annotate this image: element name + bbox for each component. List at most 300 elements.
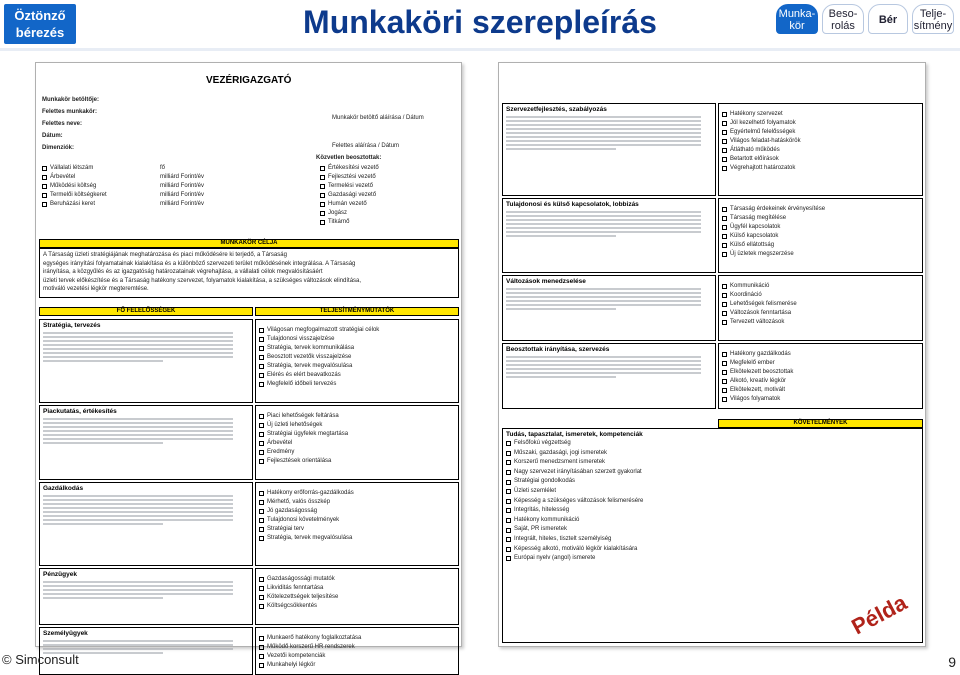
kpi-item <box>259 507 455 516</box>
checkbox-icon <box>722 397 727 402</box>
kpi-text: Gazdaságossági mutatók <box>267 576 335 582</box>
kpi-item <box>259 489 455 498</box>
signature-label: Felettes aláírása / Dátum <box>332 143 400 149</box>
text-line <box>506 215 701 217</box>
text-line <box>506 219 701 221</box>
requirement-item <box>506 497 919 507</box>
kpi-text: Egyértelmű felelősségek <box>730 129 796 135</box>
requirement-item <box>506 516 919 526</box>
text-line <box>506 116 701 118</box>
requirements-title: KÖVETELMÉNYEK <box>718 419 923 428</box>
copyright: © Simconsult <box>2 652 79 667</box>
kpi-item <box>722 368 919 377</box>
kpi-item <box>722 128 919 137</box>
checkbox-icon <box>722 207 727 212</box>
checkbox-icon <box>259 450 264 455</box>
kpi-text: Költségcsökkentés <box>267 603 318 609</box>
text-line <box>43 442 163 444</box>
kpi-text: Betartott előírások <box>730 156 779 162</box>
checkbox-icon <box>722 388 727 393</box>
checkbox-icon <box>722 216 727 221</box>
text-line <box>506 368 701 370</box>
header-divider <box>0 48 960 51</box>
text-line <box>506 144 701 146</box>
checkbox-icon <box>259 382 264 387</box>
requirement-text: Integrált, hiteles, tisztelt személyiség <box>514 535 612 542</box>
requirement-item <box>506 439 919 449</box>
kpi-item <box>722 110 919 119</box>
section-title: Beosztottak irányítása, szervezés <box>506 346 610 353</box>
checkbox-icon <box>506 489 511 494</box>
kpi-text: Működő korszerű HR rendszerek <box>267 644 355 650</box>
checkbox-icon <box>506 556 511 561</box>
section-title: Változások menedzselése <box>506 278 586 285</box>
kpi-box <box>255 482 459 566</box>
kpi-text: Kötelezettségek teljesítése <box>267 594 339 600</box>
responsibility-box <box>502 275 716 341</box>
dimension-name: Árbevétel <box>50 174 76 180</box>
kpi-item <box>722 318 919 327</box>
checkbox-icon <box>42 184 47 189</box>
direct-report-name: Jogász <box>328 210 348 216</box>
kpi-item <box>259 430 455 439</box>
text-line <box>506 128 701 130</box>
text-line <box>43 640 233 642</box>
section-title: Gazdálkodás <box>43 485 84 492</box>
text-line <box>43 426 233 428</box>
page-number: 9 <box>948 654 956 670</box>
checkbox-icon <box>506 480 511 485</box>
example-stamp: Példa <box>847 589 911 640</box>
kpi-box <box>255 319 459 403</box>
requirement-text: Saját, PR ismeretek <box>514 526 568 533</box>
direct-report <box>320 219 460 226</box>
purpose-line: motiváló vezetési légkör megteremtése. <box>43 286 149 292</box>
checkbox-icon <box>259 536 264 541</box>
kpi-text: Tulajdonosi visszajelzése <box>267 336 335 342</box>
dimension-unit: milliárd Forint/év <box>160 174 205 180</box>
section-title: Személyügyek <box>43 630 88 637</box>
text-line <box>506 308 616 310</box>
tab-3[interactable]: Telje- sítmény <box>912 4 954 34</box>
requirement-item <box>506 535 919 545</box>
responsibility-box <box>39 319 253 403</box>
checkbox-icon <box>320 202 325 207</box>
checkbox-icon <box>259 441 264 446</box>
text-line <box>43 422 233 424</box>
kpi-text: Elkötelezett beosztottak <box>730 369 794 375</box>
kpi-item <box>722 205 919 214</box>
text-line <box>506 304 701 306</box>
kpi-text: Munkahelyi légkör <box>267 662 316 668</box>
checkbox-icon <box>259 527 264 532</box>
requirement-item <box>506 449 919 459</box>
checkbox-icon <box>320 175 325 180</box>
purpose-line: üzleti tervek előkészítése és a Társaság hatékony szervezet, folyamatok kialakítása, a szükséges változások elindítása, <box>43 277 362 284</box>
field-label: Felettes neve: <box>42 121 83 127</box>
kpi-text: Változások fenntartása <box>730 310 792 316</box>
requirement-text: Integritás, hitelesség <box>514 507 570 514</box>
checkbox-icon <box>506 537 511 542</box>
text-line <box>43 348 233 350</box>
text-line <box>506 296 701 298</box>
checkbox-icon <box>259 595 264 600</box>
text-line <box>43 340 233 342</box>
kpi-item <box>259 457 455 466</box>
field-label: Dátum: <box>42 133 63 139</box>
kpi-item <box>259 421 455 430</box>
kpi-item <box>722 137 919 146</box>
col-header-kpis: TELJESÍTMÉNYMUTATÓK <box>255 307 459 316</box>
direct-report <box>320 165 460 172</box>
checkbox-icon <box>259 355 264 360</box>
kpi-item <box>722 350 919 359</box>
checkbox-icon <box>722 361 727 366</box>
tab-1[interactable]: Beso- rolás <box>822 4 864 34</box>
text-line <box>43 648 233 650</box>
kpi-item <box>259 498 455 507</box>
text-line <box>506 227 701 229</box>
kpi-item <box>722 214 919 223</box>
text-line <box>43 360 163 362</box>
kpi-text: Elkötelezett, motivált <box>730 387 786 393</box>
purpose-box <box>39 248 459 298</box>
checkbox-icon <box>320 166 325 171</box>
requirement-item <box>506 506 919 516</box>
text-line <box>506 356 701 358</box>
checkbox-icon <box>506 528 511 533</box>
responsibility-box <box>502 198 716 273</box>
tab-2[interactable]: Bér <box>868 4 908 34</box>
direct-report <box>320 192 460 199</box>
requirement-text: Hatékony kommunikáció <box>514 516 580 523</box>
direct-report-name: Titkárnő <box>328 219 350 225</box>
kpi-text: Piaci lehetőségek feltárása <box>267 413 339 419</box>
kpi-text: Végrehajtott határozatok <box>730 165 796 171</box>
responsibility-box <box>39 627 253 675</box>
kpi-text: Stratégia, tervek megvalósulása <box>267 535 353 541</box>
kpi-item <box>259 412 455 421</box>
text-line <box>43 597 163 599</box>
checkbox-icon <box>722 157 727 162</box>
kpi-text: Fejlesztések orientálása <box>267 458 332 464</box>
text-line <box>43 644 233 646</box>
text-line <box>43 503 233 505</box>
kpi-item <box>259 380 455 389</box>
kpi-box <box>718 275 923 341</box>
checkbox-icon <box>722 225 727 230</box>
text-line <box>43 352 233 354</box>
checkbox-icon <box>259 577 264 582</box>
kpi-item <box>259 602 455 611</box>
section-title: Szervezetfejlesztés, szabályozás <box>506 106 607 113</box>
direct-report-name: Gazdasági vezető <box>328 192 377 198</box>
kpi-text: Likviditás fenntartása <box>267 585 324 591</box>
checkbox-icon <box>506 470 511 475</box>
kpi-text: Társaság megítélése <box>730 215 787 221</box>
kpi-item <box>722 250 919 259</box>
direct-report <box>320 210 460 217</box>
checkbox-icon <box>259 586 264 591</box>
checkbox-icon <box>259 604 264 609</box>
checkbox-icon <box>259 364 264 369</box>
requirement-text: Üzleti szemlélet <box>514 487 557 494</box>
checkbox-icon <box>506 547 511 552</box>
dimension-row <box>42 201 232 208</box>
direct-reports-title: Közvetlen beosztottak: <box>316 155 382 161</box>
text-line <box>43 434 233 436</box>
checkbox-icon <box>722 252 727 257</box>
direct-report-name: Humán vezető <box>328 201 367 207</box>
text-line <box>43 581 233 583</box>
checkbox-icon <box>722 370 727 375</box>
text-line <box>43 438 233 440</box>
text-line <box>506 364 701 366</box>
kpi-text: Stratégiai ügyfelek megtartása <box>267 431 349 437</box>
checkbox-icon <box>722 121 727 126</box>
text-line <box>43 336 233 338</box>
section-title: Stratégia, tervezés <box>43 322 101 329</box>
tab-0[interactable]: Munka- kör <box>776 4 818 34</box>
field-label: Felettes munkakör: <box>42 109 98 115</box>
kpi-item <box>722 291 919 300</box>
text-line <box>506 148 616 150</box>
dimension-name: Vállalati létszám <box>50 165 94 171</box>
checkbox-icon <box>259 432 264 437</box>
direct-report-name: Termelési vezető <box>328 183 374 189</box>
checkbox-icon <box>722 148 727 153</box>
responsibility-box <box>502 343 716 409</box>
checkbox-icon <box>506 460 511 465</box>
text-line <box>506 372 701 374</box>
signature-label: Munkakör betöltő aláírása / Dátum <box>332 115 424 121</box>
kpi-item <box>722 119 919 128</box>
checkbox-icon <box>259 500 264 505</box>
checkbox-icon <box>722 243 727 248</box>
kpi-text: Mérhető, valós összkép <box>267 499 331 505</box>
checkbox-icon <box>506 441 511 446</box>
checkbox-icon <box>722 112 727 117</box>
kpi-box <box>255 627 459 675</box>
checkbox-icon <box>259 663 264 668</box>
requirement-text: Képesség alkotó, motiváló légkör kialakítására <box>514 545 638 552</box>
responsibility-box <box>39 568 253 625</box>
kpi-item <box>259 584 455 593</box>
kpi-text: Alkotó, kreatív légkör <box>730 378 787 384</box>
text-line <box>506 235 616 237</box>
text-line <box>506 292 701 294</box>
checkbox-icon <box>42 166 47 171</box>
purpose-line: egységes irányítási folyamatainak kialakítása és a különböző szervezeti terület működésének integrálása. A Társaság <box>43 260 356 267</box>
kpi-item <box>722 146 919 155</box>
kpi-item <box>259 652 455 661</box>
text-line <box>43 507 233 509</box>
kpi-item <box>259 371 455 380</box>
kpi-item <box>259 575 455 584</box>
checkbox-icon <box>259 414 264 419</box>
kpi-box <box>255 568 459 625</box>
kpi-text: Koordináció <box>730 292 762 298</box>
requirements-subtitle: Tudás, tapasztalat, ismeretek, kompetenciák <box>506 431 643 438</box>
kpi-text: Átlátható működés <box>730 147 780 153</box>
kpi-text: Tervezett változások <box>730 319 785 325</box>
direct-report-name: Értékesítési vezető <box>328 165 379 171</box>
kpi-item <box>259 593 455 602</box>
text-line <box>506 140 701 142</box>
requirement-item <box>506 525 919 535</box>
direct-report <box>320 201 460 208</box>
kpi-item <box>722 232 919 241</box>
requirement-text: Európai nyelv (angol) ismerete <box>514 555 596 562</box>
requirement-text: Műszaki, gazdasági, jogi ismeretek <box>514 449 608 456</box>
text-line <box>43 585 233 587</box>
checkbox-icon <box>259 459 264 464</box>
dimension-unit: milliárd Forint/év <box>160 183 205 189</box>
checkbox-icon <box>259 423 264 428</box>
kpi-item <box>722 300 919 309</box>
field-label: Dimenziók: <box>42 145 75 151</box>
text-line <box>43 511 233 513</box>
kpi-text: Beosztott vezetők visszajelzése <box>267 354 352 360</box>
text-line <box>506 136 701 138</box>
checkbox-icon <box>722 302 727 307</box>
kpi-box <box>718 198 923 273</box>
requirement-text: Képesség a szükséges változások felismerésére <box>514 497 644 504</box>
kpi-item <box>722 282 919 291</box>
requirement-text: Stratégiai gondolkodás <box>514 478 576 485</box>
responsibility-box <box>502 103 716 196</box>
kpi-item <box>259 661 455 670</box>
kpi-item <box>722 155 919 164</box>
checkbox-icon <box>259 373 264 378</box>
kpi-item <box>722 359 919 368</box>
checkbox-icon <box>259 337 264 342</box>
requirement-text: Nagy szervezet irányításában szerzett gyakorlat <box>514 468 642 475</box>
checkbox-icon <box>722 284 727 289</box>
checkbox-icon <box>722 130 727 135</box>
checkbox-icon <box>722 234 727 239</box>
requirement-text: Felsőfokú végzettség <box>514 440 571 446</box>
kpi-text: Lehetőségek felismerése <box>730 301 797 307</box>
kpi-box <box>718 103 923 196</box>
kpi-text: Kommunikáció <box>730 283 770 289</box>
text-line <box>506 231 701 233</box>
kpi-text: Külső kapcsolatok <box>730 233 779 239</box>
kpi-item <box>259 516 455 525</box>
text-line <box>43 344 233 346</box>
checkbox-icon <box>42 193 47 198</box>
kpi-item <box>259 634 455 643</box>
checkbox-icon <box>506 518 511 523</box>
text-line <box>43 356 233 358</box>
checkbox-icon <box>506 451 511 456</box>
requirement-item <box>506 545 919 555</box>
text-line <box>43 523 163 525</box>
text-line <box>506 360 701 362</box>
checkbox-icon <box>259 636 264 641</box>
text-line <box>506 124 701 126</box>
kpi-item <box>259 362 455 371</box>
kpi-text: Hatékony szervezet <box>730 111 783 117</box>
kpi-item <box>259 448 455 457</box>
checkbox-icon <box>722 293 727 298</box>
checkbox-icon <box>320 220 325 225</box>
checkbox-icon <box>42 202 47 207</box>
kpi-text: Társaság érdekeinek érvényesítése <box>730 206 826 212</box>
field-label: Munkakör betöltője: <box>42 97 100 103</box>
logo-text: Öztönző bérezés <box>14 8 66 40</box>
section-title: Pénzügyek <box>43 571 77 578</box>
kpi-item <box>259 326 455 335</box>
text-line <box>506 300 701 302</box>
checkbox-icon <box>722 166 727 171</box>
responsibility-box <box>39 482 253 566</box>
dimension-unit: milliárd Forint/év <box>160 201 205 207</box>
kpi-text: Új üzleti lehetőségek <box>267 422 323 428</box>
requirement-text: Korszerű menedzsment ismeretek <box>514 459 606 466</box>
text-line <box>506 223 701 225</box>
kpi-item <box>259 439 455 448</box>
kpi-text: Eredmény <box>267 449 295 455</box>
kpi-item <box>259 534 455 543</box>
dimension-row <box>42 174 232 181</box>
checkbox-icon <box>320 211 325 216</box>
col-header-responsibilities: FŐ FELELŐSSÉGEK <box>39 307 253 316</box>
kpi-text: Világos folyamatok <box>730 396 781 402</box>
checkbox-icon <box>259 491 264 496</box>
dimension-row <box>42 183 232 190</box>
checkbox-icon <box>722 311 727 316</box>
text-line <box>43 519 233 521</box>
checkbox-icon <box>259 654 264 659</box>
kpi-text: Ügyfél kapcsolatok <box>730 224 781 230</box>
requirement-item <box>506 468 919 478</box>
purpose-line: irányítása, a közgyűlés és az igazgatóság határozatainak végrehajtása, a vállalati célok megvalósításáért <box>43 269 323 275</box>
dimension-name: Beruházási keret <box>50 201 96 207</box>
purpose-title: MUNKAKÖR CÉLJA <box>39 239 459 248</box>
doc-heading: VEZÉRIGAZGATÓ <box>206 75 292 86</box>
kpi-text: Jó gazdaságosság <box>267 508 318 514</box>
checkbox-icon <box>320 193 325 198</box>
text-line <box>43 593 233 595</box>
text-line <box>43 418 233 420</box>
kpi-text: Megfelelő időbeli tervezés <box>267 381 337 387</box>
checkbox-icon <box>506 499 511 504</box>
checkbox-icon <box>259 518 264 523</box>
text-line <box>506 376 616 378</box>
kpi-text: Jól kezelhető folyamatok <box>730 120 796 126</box>
kpi-box <box>255 405 459 480</box>
kpi-text: Megfelelő ember <box>730 360 775 366</box>
checkbox-icon <box>259 645 264 650</box>
kpi-box <box>718 343 923 409</box>
checkbox-icon <box>722 352 727 357</box>
kpi-item <box>259 643 455 652</box>
direct-report-name: Fejlesztési vezető <box>328 174 376 180</box>
kpi-text: Stratégiai terv <box>267 526 305 532</box>
text-line <box>43 515 233 517</box>
kpi-item <box>722 223 919 232</box>
dimension-row <box>42 165 232 172</box>
kpi-item <box>722 386 919 395</box>
dimension-name: Működési költség <box>50 183 97 189</box>
kpi-text: Elérés és elért beavatkozás <box>267 372 341 378</box>
kpi-item <box>259 344 455 353</box>
dimension-unit: milliárd Forint/év <box>160 192 205 198</box>
kpi-item <box>722 164 919 173</box>
checkbox-icon <box>506 508 511 513</box>
kpi-text: Világosan megfogalmazott stratégiai célok <box>267 327 380 333</box>
